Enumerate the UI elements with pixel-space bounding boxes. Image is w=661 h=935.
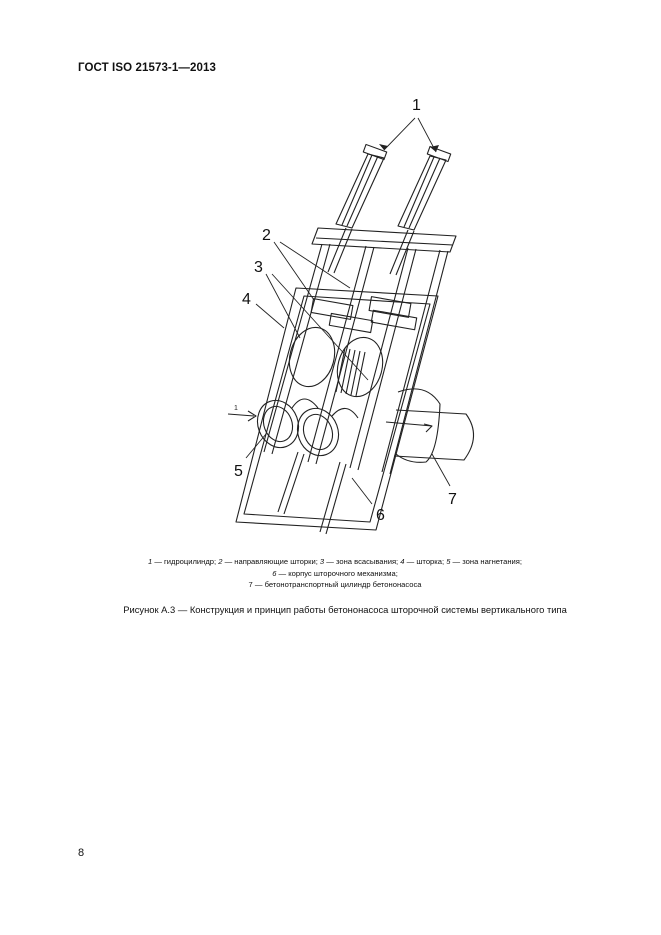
flow-arrow-label: 1 [234,405,238,412]
legend-line-3 [90,579,580,591]
legend-item-number: 2 [218,557,223,566]
figure-caption: Рисунок А.3 — Конструкция и принцип работы бетононасоса шторочной системы вертикального типа [123,604,567,615]
suction-zone [283,322,389,401]
legend-item-text: — бетонотранспортный цилиндр бетононасоса [252,580,422,589]
legend-line-1 [90,556,580,568]
legend-item-text: — гидроцилиндр; [152,557,219,566]
shutter-blocks [311,297,417,333]
legend-item-text: — зона нагнетания; [450,557,523,566]
legend-item-number: 1 [147,557,153,566]
callout-3: 3 [254,259,263,276]
drawing-svg [200,92,500,540]
document-header-standard-code: ГОСТ ISO 21573-1—2013 [78,62,216,74]
hydraulic-cylinder-left [328,144,387,273]
legend-item-number: 3 [319,557,325,566]
legend-item-text: — зона всасывания; [324,557,401,566]
page-number: 8 [78,847,85,859]
legend-item-number: 6 [272,568,277,578]
hydraulic-cylinder-right [390,146,451,275]
flow-direction-arrow [228,414,254,416]
callout-2: 2 [262,227,271,244]
legend-item-text: — корпус шторочного механизма; [276,568,398,578]
figure-legend [90,556,580,591]
legend-line-2 [90,568,580,580]
delivery-zone-ports [251,395,358,462]
concrete-transport-cylinder [386,389,474,462]
callout-4: 4 [242,291,251,308]
legend-item-number: 5 [446,557,451,566]
technical-drawing-shutter-pump [200,92,500,540]
legend-item-number: 4 [400,557,405,566]
callout-1: 1 [412,97,421,114]
legend-item-text: — шторка; [404,557,447,566]
legend-item-text: — направляющие шторки; [222,557,320,566]
legend-item-number: 7 [248,580,253,589]
top-mounting-plate [312,228,456,252]
callout-7: 7 [448,491,457,508]
callout-6: 6 [376,507,385,524]
guide-shutters [264,244,448,474]
callout-5: 5 [234,463,243,480]
